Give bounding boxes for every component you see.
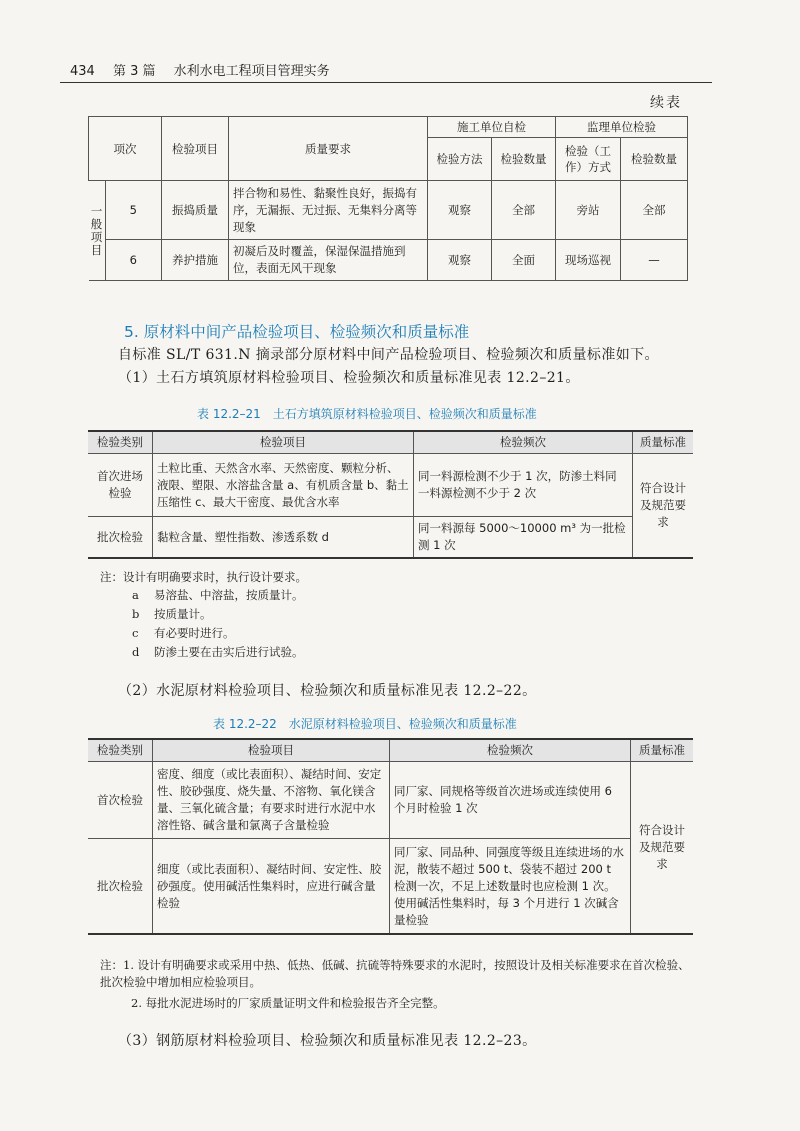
row-qty: 全部 <box>491 181 555 240</box>
footnote <box>132 644 304 661</box>
table-caption-21: 表 12.2–21 土石方填筑原材料检验项目、检验频次和质量标准 <box>197 407 537 421</box>
row-sup-qty: — <box>621 240 688 281</box>
row-category: 首次检验 <box>88 762 153 839</box>
cement-table <box>88 738 693 935</box>
row-req: 初凝后及时覆盖，保湿保温措施到位，表面无风干现象 <box>228 240 427 281</box>
row-method: 观察 <box>427 240 491 281</box>
col-quality-req: 质量要求 <box>228 117 427 181</box>
page-number: 434 <box>70 64 95 79</box>
row-frequency: 同一料源每 5000～10000 m³ 为一批检测 1 次 <box>414 517 633 559</box>
subsection-2: （2）水泥原材料检验项目、检验频次和质量标准见表 12.2–22。 <box>118 683 537 699</box>
row-items: 细度（或比表面积）、凝结时间、安定性、胶砂强度。使用碱活性集料时，应进行碱含量检验 <box>153 839 390 935</box>
inspection-table-continued <box>88 116 688 281</box>
row-frequency: 同厂家、同规格等级首次进场或连续使用 6 个月时检验 1 次 <box>390 762 631 839</box>
footnote-text: 按质量计。 <box>154 607 212 621</box>
col-sup-method: 检验（工作）方式 <box>556 138 621 181</box>
footnote-text: 易溶盐、中溶盐，按质量计。 <box>154 588 304 602</box>
col-check-item: 检验项目 <box>161 117 228 181</box>
footnote-text: 有必要时进行。 <box>154 626 235 640</box>
section-intro: 自标准 SL/T 631.N 摘录部分原材料中间产品检验项目、检验频次和质量标准如下。 <box>118 347 659 363</box>
row-items: 土粒比重、天然含水率、天然密度、颗粒分析、液限、塑限、水溶盐含量 a、有机质含量 b、黏土压缩性 c、最大干密度、最优含水率 <box>153 454 414 517</box>
row-items: 黏粒含量、塑性指数、渗透系数 d <box>153 517 414 559</box>
row-category: 批次检验 <box>88 517 153 559</box>
row-no: 6 <box>105 240 161 281</box>
col-standard: 质量标准 <box>631 739 694 762</box>
table-row <box>88 839 693 935</box>
row-items: 密度、细度（或比表面积）、凝结时间、安定性、胶砂强度、烧失量、不溶物、氧化镁含量、三氧化硫含量；有要求时进行水泥中水溶性铬、碱含量和氯离子含量检验 <box>153 762 390 839</box>
header-rule <box>60 82 712 83</box>
row-sup-method: 旁站 <box>556 181 621 240</box>
row-standard: 符合设计及规范要求 <box>631 762 694 935</box>
subsection-1: （1）土石方填筑原材料检验项目、检验频次和质量标准见表 12.2–21。 <box>118 370 580 386</box>
table-note: 注：1. 设计有明确要求或采用中热、低热、低碱、抗硫等特殊要求的水泥时，按照设计及相关标准要求在首次检验、批次检验中增加相应检验项目。 <box>100 958 690 989</box>
row-req: 拌合物和易性、黏聚性良好，振捣有序，无漏振、无过振、无集料分离等现象 <box>228 181 427 240</box>
row-sup-qty: 全部 <box>621 181 688 240</box>
footnote-mark: c <box>132 626 139 640</box>
section-title: 5. 原材料中间产品检验项目、检验频次和质量标准 <box>124 323 470 341</box>
col-constructor-group: 施工单位自检 <box>427 117 555 138</box>
table-note: 注：设计有明确要求时，执行设计要求。 <box>100 570 307 584</box>
table-row <box>88 762 693 839</box>
col-method: 检验方法 <box>427 138 491 181</box>
running-header <box>70 60 344 79</box>
table-caption-22: 表 12.2–22 水泥原材料检验项目、检验频次和质量标准 <box>213 717 517 731</box>
group-label: 一般项目 <box>89 181 106 281</box>
col-frequency: 检验频次 <box>390 739 631 762</box>
row-sup-method: 现场巡视 <box>556 240 621 281</box>
subsection-3: （3）钢筋原材料检验项目、检验频次和质量标准见表 12.2–23。 <box>118 1033 537 1049</box>
footnote-mark: b <box>132 607 140 621</box>
col-frequency: 检验频次 <box>414 431 633 454</box>
table-row <box>88 454 693 517</box>
row-item: 振捣质量 <box>161 181 228 240</box>
row-frequency: 同一料源检测不少于 1 次，防渗土料同一料源检测不少于 2 次 <box>414 454 633 517</box>
row-qty: 全面 <box>491 240 555 281</box>
col-sup-qty: 检验数量 <box>621 138 688 181</box>
part-label: 第 3 篇 <box>112 64 156 79</box>
footnote <box>132 606 212 623</box>
table-row <box>89 240 688 281</box>
footnote-mark: d <box>132 645 140 659</box>
row-standard: 符合设计及规范要求 <box>633 454 694 559</box>
col-items: 检验项目 <box>153 431 414 454</box>
col-category: 检验类别 <box>88 431 153 454</box>
col-standard: 质量标准 <box>633 431 694 454</box>
col-items: 检验项目 <box>153 739 390 762</box>
footnote-text: 防渗土要在击实后进行试验。 <box>154 645 304 659</box>
row-method: 观察 <box>427 181 491 240</box>
book-title: 水利水电工程项目管理实务 <box>173 64 330 79</box>
row-category: 批次检验 <box>88 839 153 935</box>
row-frequency: 同厂家、同品种、同强度等级且连续进场的水泥，散装不超过 500 t、袋装不超过 200 t 检测一次，不足上述数量时也应检测 1 次。使用碱活性集料时，每 3 个月进行 1 次碱含量检验 <box>390 839 631 935</box>
col-category: 检验类别 <box>88 739 153 762</box>
footnote <box>132 587 304 604</box>
col-item-no: 项次 <box>89 117 162 181</box>
footnote <box>132 625 235 642</box>
footnote-mark: a <box>132 588 139 602</box>
col-supervisor-group: 监理单位检验 <box>556 117 688 138</box>
table-row <box>88 517 693 559</box>
table-row <box>89 181 688 240</box>
continued-label: 续表 <box>650 95 682 111</box>
row-item: 养护措施 <box>161 240 228 281</box>
row-category: 首次进场检验 <box>88 454 153 517</box>
col-qty: 检验数量 <box>491 138 555 181</box>
table-note: 2. 每批水泥进场时的厂家质量证明文件和检验报告齐全完整。 <box>131 996 445 1010</box>
earthwork-table <box>88 430 693 559</box>
row-no: 5 <box>105 181 161 240</box>
